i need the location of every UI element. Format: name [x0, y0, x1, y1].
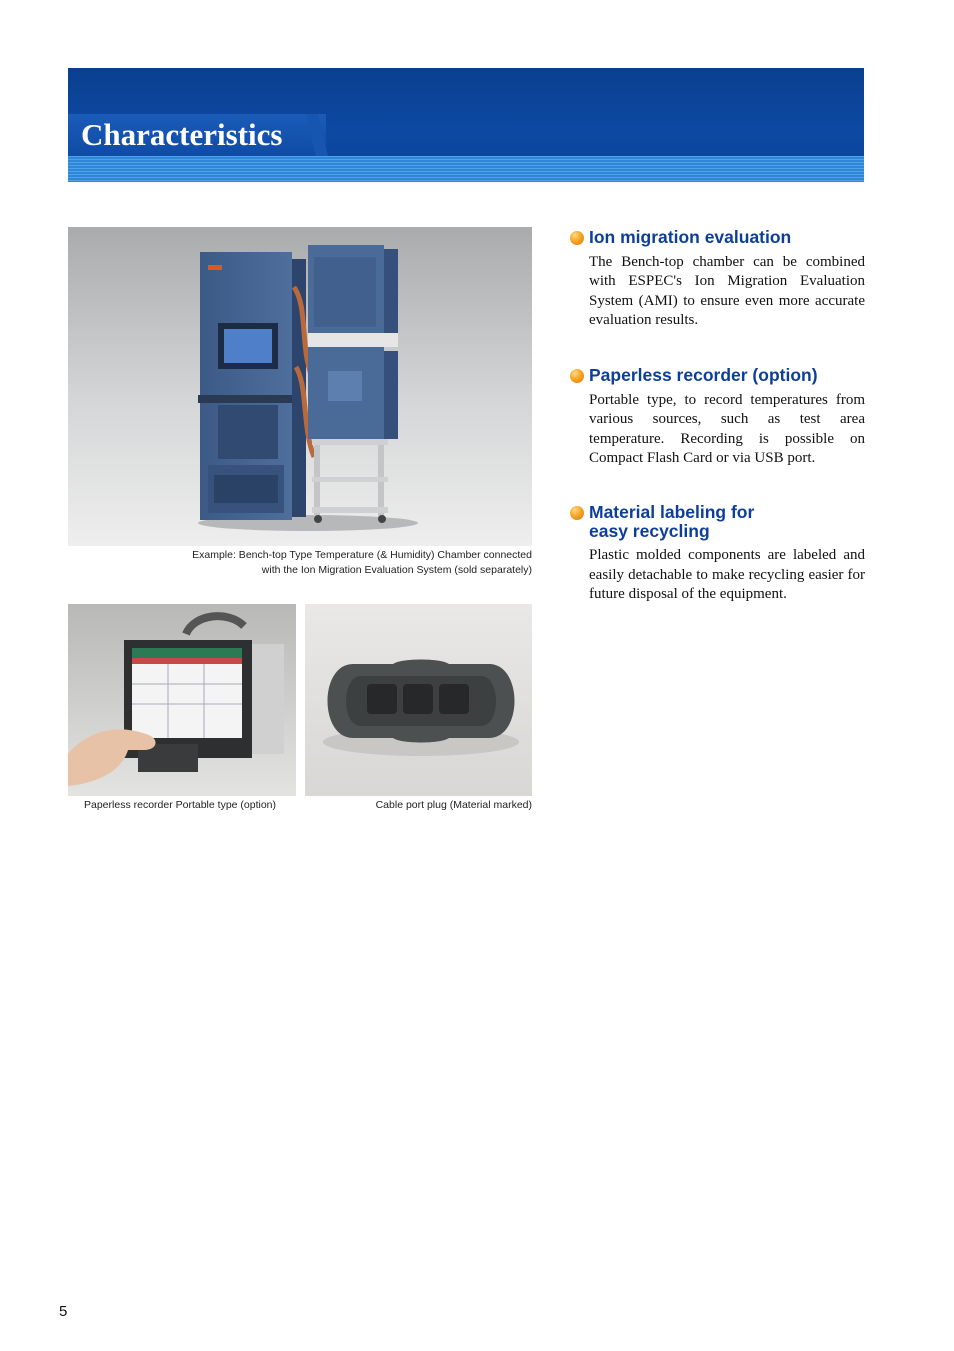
banner-stripes: [68, 156, 864, 182]
main-caption-line2: with the Ion Migration Evaluation System (sold separately): [261, 564, 532, 576]
chamber-photo: [68, 227, 532, 546]
section-paperless-recorder: [569, 366, 865, 469]
header-banner: [68, 68, 864, 182]
section-ion-migration: [569, 228, 865, 331]
plug-caption: Cable port plug (Material marked): [375, 799, 532, 811]
orange-bullet-icon: [570, 506, 584, 520]
recorder-photo: [68, 604, 296, 796]
section-heading-text: Paperless recorder (option): [589, 365, 818, 385]
main-photo-caption: [68, 548, 532, 578]
section-heading-line2: easy recycling: [589, 520, 710, 541]
section-body: Portable type, to record temperatures from various sources, such as test area temperature. Recording is possible on Compact Flash Card or via USB port.: [589, 391, 865, 466]
section-body: Plastic molded components are labeled and easily detachable to make recycling easier for future disposal of the equipment.: [589, 547, 865, 602]
section-heading: [569, 503, 865, 540]
orange-bullet-icon: [570, 369, 584, 383]
section-heading-text: Ion migration evaluation: [589, 227, 792, 247]
section-heading: [569, 228, 865, 247]
orange-bullet-icon: [570, 231, 584, 245]
section-body: The Bench-top chamber can be combined with ESPEC's Ion Migration Evaluation System (AMI) to ensure even more accurate evaluation results.: [589, 253, 865, 328]
page-number: 5: [59, 1303, 68, 1320]
section-material-labeling: [569, 503, 865, 605]
recorder-caption: Paperless recorder Portable type (option): [84, 799, 277, 811]
section-heading-line1: Material labeling for: [589, 502, 755, 522]
page-title: Characteristics: [81, 117, 283, 152]
main-caption-line1: Example: Bench-top Type Temperature (& Humidity) Chamber connected: [192, 549, 532, 561]
plug-photo: [305, 604, 532, 796]
section-heading: [569, 366, 865, 385]
